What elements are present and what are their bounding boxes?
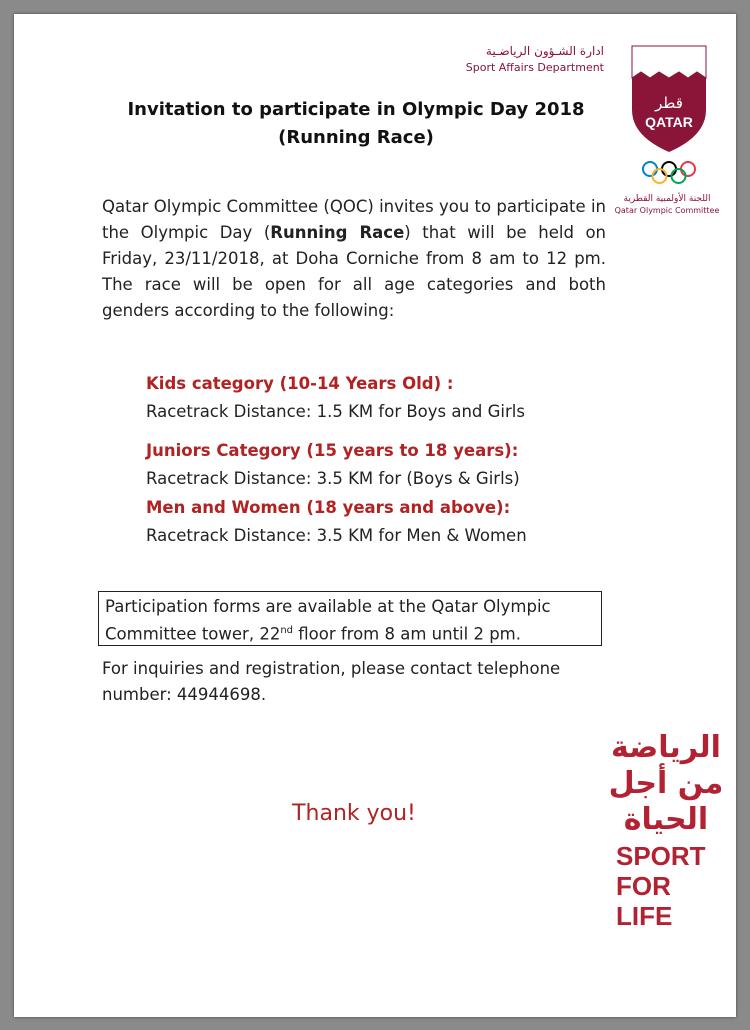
sfl-arabic-line-3: الحياة [623, 802, 709, 837]
document-page [14, 14, 736, 1017]
qatar-crest-logo [628, 44, 710, 154]
intro-bold-text: Running Race [270, 223, 405, 242]
sfl-arabic-line-1: الرياضة [611, 730, 721, 765]
forms-notice-text-end: floor from 8 am until 2 pm. [293, 624, 522, 644]
sfl-arabic-line-2: من أجل [608, 766, 724, 801]
intro-paragraph [102, 194, 606, 324]
category-juniors-distance: Racetrack Distance: 3.5 KM for (Boys & Girls) [146, 469, 520, 488]
logo-english-text: QATAR [645, 114, 693, 130]
forms-notice-line-1: Participation forms are available at the Qatar Olympic [105, 597, 551, 616]
qoc-name-english: Qatar Olympic Committee [614, 206, 720, 215]
forms-notice-box [98, 591, 602, 646]
thank-you-text: Thank you! [292, 801, 416, 826]
sfl-english-line-2: FOR [616, 871, 671, 901]
inquiry-paragraph: For inquiries and registration, please contact telephone number: 44944698. [102, 659, 561, 704]
floor-ordinal-suffix: nd [280, 625, 293, 636]
department-name-english: Sport Affairs Department [465, 61, 604, 74]
qoc-name-arabic: اللجنة الأولمبية القطرية [623, 194, 711, 204]
sfl-english-line-1: SPORT [616, 841, 706, 871]
title-line-2: (Running Race) [278, 127, 434, 148]
category-kids-distance: Racetrack Distance: 1.5 KM for Boys and Girls [146, 402, 525, 421]
logo-arabic-text: قطر [655, 94, 683, 112]
category-kids-heading: Kids category (10-14 Years Old) : [146, 374, 454, 393]
intro-text-1: Qatar Olympic Committee (QOC) invites you to participate in the Olympic Day ( [102, 197, 606, 242]
forms-notice-text: Committee tower, 22 [105, 624, 281, 644]
category-juniors-heading: Juniors Category (15 years to 18 years): [146, 441, 519, 460]
forms-notice-line-2 [105, 619, 595, 647]
sport-for-life-english-logo [616, 841, 726, 931]
sport-for-life-arabic-logo [608, 730, 724, 838]
sfl-english-line-3: LIFE [616, 901, 673, 931]
department-name-arabic: ادارة الشـؤون الرياضـية [485, 44, 604, 58]
olympic-rings-icon [640, 160, 698, 186]
category-adults-heading: Men and Women (18 years and above): [146, 498, 511, 517]
document-title [106, 96, 606, 152]
intro-text-2: ) that will be held on Friday, 23/11/2018, at Doha Corniche from 8 am to 12 pm. The race will be open for all age categories and both genders according to the following: [102, 223, 607, 320]
title-line-1: Invitation to participate in Olympic Day 2018 [127, 99, 585, 120]
category-adults-distance: Racetrack Distance: 3.5 KM for Men & Women [146, 526, 527, 545]
